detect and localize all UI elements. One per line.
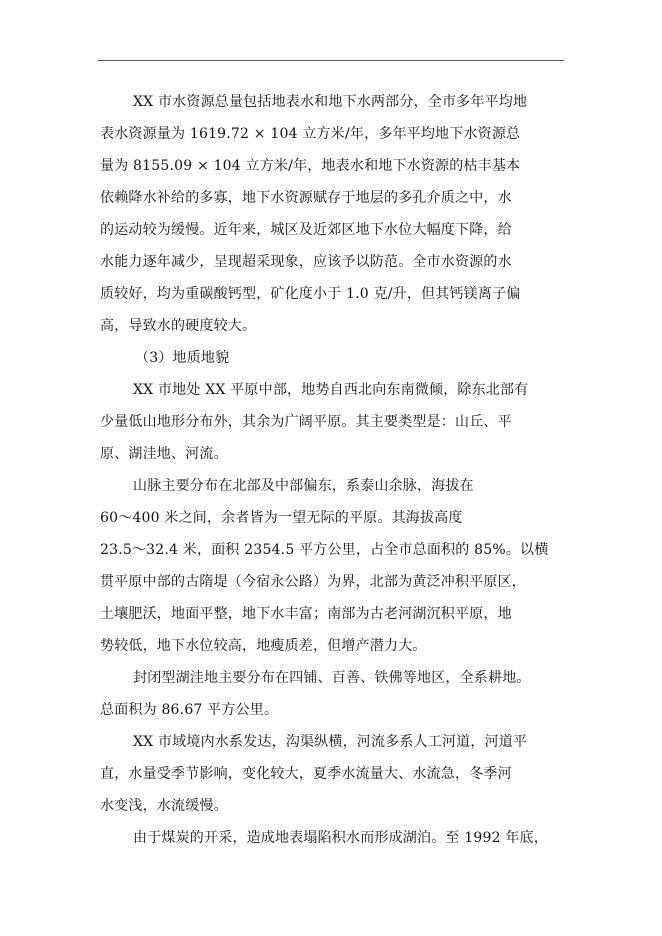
text-line: 总面积为 86.67 平方公里。 [100, 702, 279, 718]
text-line: 水变浅，水流缓慢。 [100, 798, 228, 814]
text-line: 原、湖洼地、河流。 [100, 446, 228, 462]
text-line: XX 市水资源总量包括地表水和地下水两部分，全市多年平均地 [133, 94, 528, 110]
text-line: 60～400 米之间，余者皆为一望无际的平原。其海拔高度 [100, 510, 463, 526]
text-line: XX 市域境内水系发达，沟渠纵横，河流多系人工河道，河道平 [133, 734, 528, 750]
text-line: XX 市地处 XX 平原中部，地势自西北向东南微倾，除东北部有 [133, 382, 529, 398]
header-rule [98, 60, 564, 61]
text-line: 的运动较为缓慢。近年来，城区及近郊区地下水位大幅度下降，给 [100, 222, 512, 238]
text-line: 山脉主要分布在北部及中部偏东，系泰山余脉，海拔在 [133, 478, 474, 494]
text-line: 由于煤炭的开采，造成地表塌陷积水而形成湖泊。至 1992 年底， [133, 830, 548, 846]
text-line: 直，水量受季节影响，变化较大，夏季水流量大、水流急，冬季河 [100, 766, 512, 782]
text-line: 表水资源量为 1619.72 × 104 立方米/年，多年平均地下水资源总 [100, 126, 521, 142]
text-line: 依赖降水补给的多寡，地下水资源赋存于地层的多孔介质之中，水 [100, 190, 512, 206]
text-line: 土壤肥沃，地面平整，地下水丰富；南部为古老河湖沉积平原，地 [100, 606, 512, 622]
text-line: 23.5～32.4 米，面积 2354.5 平方公里，占全市总面积的 85%。以横 [100, 542, 549, 558]
text-line: 高，导致水的硬度较大。 [100, 318, 257, 334]
text-line: 量为 8155.09 × 104 立方米/年，地表水和地下水资源的枯丰基本 [100, 158, 521, 174]
text-line: 贯平原中部的古隋堤（今宿永公路）为界，北部为黄泛冲积平原区， [100, 574, 526, 590]
section-heading: （3）地质地貌 [135, 350, 230, 366]
text-line: 质较好，均为重碳酸钙型，矿化度小于 1.0 克/升，但其钙镁离子偏 [100, 286, 521, 302]
text-line: 势较低，地下水位较高，地瘦质差，但增产潜力大。 [100, 638, 427, 654]
text-line: 少量低山地形分布外，其余为广阔平原。其主要类型是：山丘、平 [100, 414, 512, 430]
text-line: 封闭型湖洼地主要分布在四铺、百善、铁佛等地区，全系耕地。 [133, 670, 531, 686]
text-line: 水能力逐年减少，呈现超采现象，应该予以防范。全市水资源的水 [100, 254, 512, 270]
